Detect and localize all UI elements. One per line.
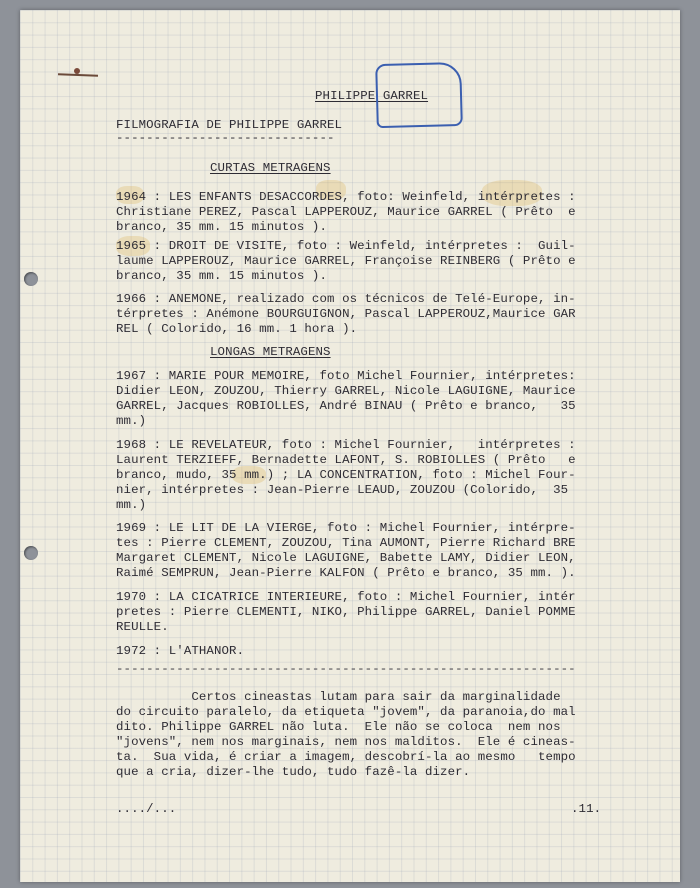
page-number: .11. <box>571 802 602 816</box>
title-rule: ----------------------------- <box>116 131 335 145</box>
short-films-heading: CURTAS METRAGENS <box>210 161 331 175</box>
punch-hole <box>24 272 38 286</box>
blue-ink-annotation <box>375 62 463 128</box>
feature-films-heading: LONGAS METRAGENS <box>210 345 331 359</box>
filmography-title: FILMOGRAFIA DE PHILIPPE GARREL <box>116 118 343 132</box>
margin-mark-dot <box>74 68 80 74</box>
document-page: PHILIPPE GARREL FILMOGRAFIA DE PHILIPPE GARREL ----------------------------- CURTAS METRAGENS 1964 : LES ENFANTS DESACCORDES, foto: Weinfeld, intérpretes : Christiane PEREZ, Pascal LAPPEROUZ, Maurice GARREL ( Prêto e branco, 35 mm. 15 minutos ). 1965 : DROIT DE VISITE, foto : Weinfeld, intérpretes : Guil- laume LAPPEROUZ, Maurice GARREL, Françoise REINBERG ( Prêto e branco, 35 mm. 15 minutos ). 1966 : ANEMONE, realizado com os técnicos de Telé-Europe, in- térpretes : Anémone BOURGUIGNON, Pascal LAPPEROUZ,Maurice GAR REL ( Colorido, 16 mm. 1 hora ). LONGAS METRAGENS 1967 : MARIE POUR MEMOIRE, foto Michel Fournier, intérpretes: Didier LEON, ZOUZOU, Thierry GARREL, Nicole LAGUIGNE, Maurice GARREL, Jacques ROBIOLLES, André BINAU ( Prêto e branco, 35 mm.) 1968 : LE REVELATEUR, foto : Michel Fournier, intérpretes : Laurent TERZIEFF, Bernadette LAFONT, S. ROBIOLLES ( Prêto e branco, mudo, 35 mm.) ; LA CONCENTRATION, foto : Michel Four- nier, intérpretes : Jean-Pierre LEAUD, ZOUZOU (Colorido, 35 mm.) 1969 : LE LIT DE LA VIERGE, foto : Michel Fournier, intérpre- tes : Pierre CLEMENT, ZOUZOU, Tina AUMONT, Pierre Richard BRE Margaret CLEMENT, Nicole LAGUIGNE, Babette LAMY, Didier LEON, Raimé SEMPRUN, Jean-Pierre KALFON ( Prêto e branco, 35 mm. ). 1970 : LA CICATRICE INTERIEURE, foto : Michel Fournier, intér pretes : Pierre CLEMENTI, NIKO, Philippe GARREL, Daniel POMME REULLE. 1972 : L'ATHANOR. ------------------------------------------------------------- Certos cineastas lutam para sair da marginalidade do circuito paralelo, da etiqueta "jovem", da paranoia,do mal dito. Philippe GARREL não luta. Ele não se coloca nem nos "jovens", nem nos marginais, nem nos malditos. Ele é cineas- ta. Sua vida, é criar a imagem, descobrí-la ao mesmo tempo que a cria, dizer-lhe tudo, tudo fazê-la dizer. ..../... .11. <box>20 10 680 882</box>
document-heading: PHILIPPE GARREL <box>315 89 429 103</box>
punch-hole <box>24 546 38 560</box>
section-divider: ------------------------------------------------------------- <box>116 662 576 676</box>
continuation-marker: ..../... <box>116 802 177 816</box>
